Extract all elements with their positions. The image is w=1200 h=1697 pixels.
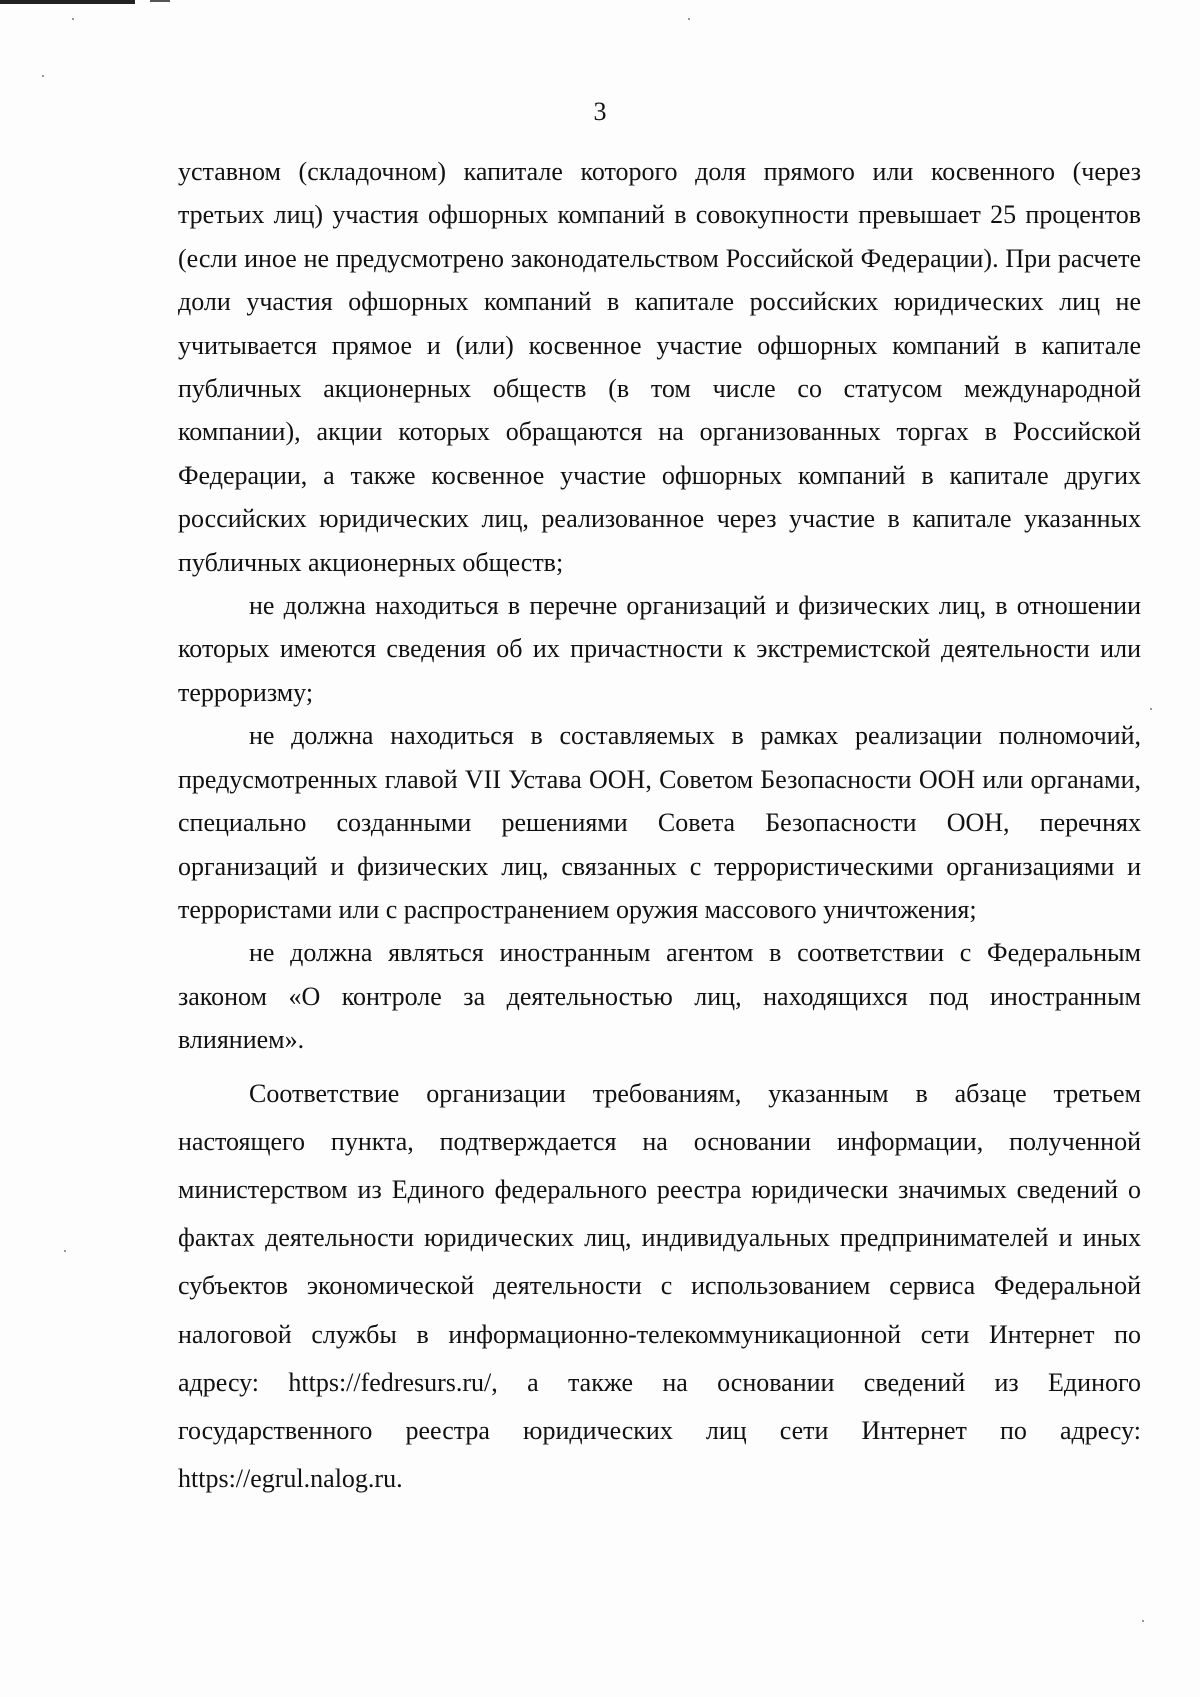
- scan-speck: [42, 75, 44, 77]
- page-number: 3: [593, 97, 607, 126]
- scan-edge-mark-small: [150, 0, 170, 2]
- paragraph-extremism-list: не должна находиться в перечне организаций и физических лиц, в отношении которых имеются сведения об их причастности к экстремистской деятельности или терроризму;: [178, 591, 1141, 707]
- scan-speck: [1142, 1620, 1144, 1622]
- paragraph-offshore-share: уставном (складочном) капитале которого доля прямого или косвенного (через третьих лиц) участия офшорных компаний в совокупности превышает 25 процентов (если иное не предусмотрено законодательством Российской Федерации). При расчете доли участия офшорных компаний в капитале российских юридических лиц не учитывается прямое и (или) косвенное участие офшорных компаний в капитале публичных акционерных обществ (в том числе со статусом международной компании), акции которых обращаются на организованных торгах в Российской Федерации, а также косвенное участие офшорных компаний в капитале других российских юридических лиц, реализованное через участие в капитале указанных публичных акционерных обществ;: [178, 157, 1141, 577]
- scan-speck: [72, 18, 74, 20]
- scan-edge-mark: [0, 0, 135, 4]
- paragraph-foreign-agent: не должна являться иностранным агентом в соответствии с Федеральным законом «О контроле за деятельностью лиц, находящихся под иностранным влиянием».: [178, 938, 1141, 1055]
- scan-speck: [1150, 708, 1152, 710]
- scan-speck: [64, 1250, 66, 1252]
- paragraph-un-sanctions-list: не должна находиться в составляемых в рамках реализации полномочий, предусмотренных главой VII Устава ООН, Советом Безопасности ООН или органами, специально созданными решениями Совета Безопасности ООН, перечнях организаций и физических лиц, связанных с террористическими организациями и террористами или с распространением оружия массового уничтожения;: [178, 721, 1141, 924]
- document-body: [178, 150, 1141, 1503]
- scan-speck: [688, 18, 690, 20]
- paragraph-verification: Соответствие организации требованиям, указанным в абзаце третьем настоящего пункта, подтверждается на основании информации, полученной министерством из Единого федерального реестра юридически значимых сведений о фактах деятельности юридических лиц, индивидуальных предпринимателей и иных субъектов экономической деятельности с использованием сервиса Федеральной налоговой службы в информационно-телекоммуникационной сети Интернет по адресу: https://fedresurs.ru/, а также на основании сведений из Единого государственного реестра юридических лиц сети Интернет по адресу: https://egrul.nalog.ru.: [178, 1078, 1141, 1494]
